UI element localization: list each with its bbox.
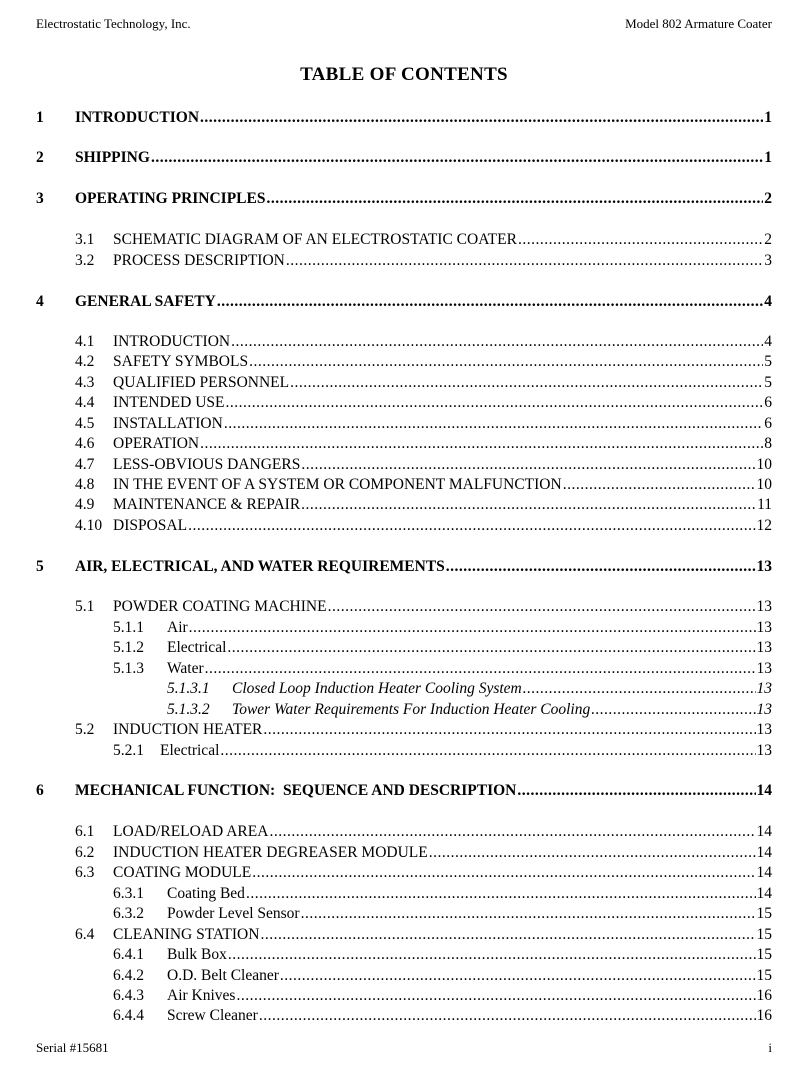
- toc-page: 14: [756, 844, 772, 861]
- toc-entry[interactable]: [0, 863, 808, 883]
- toc-entry[interactable]: [0, 455, 808, 475]
- toc-entry[interactable]: [0, 904, 808, 924]
- toc-entry[interactable]: [0, 393, 808, 413]
- toc-number: 3.2: [75, 252, 95, 269]
- toc-title: Closed Loop Induction Heater Cooling System: [232, 680, 522, 697]
- toc-title: Powder Level Sensor: [167, 905, 300, 922]
- toc-number: 3.1: [75, 231, 95, 248]
- toc-number: 6.4.3: [113, 987, 144, 1004]
- toc-number: 6.4: [75, 926, 95, 943]
- toc-number: 5: [36, 558, 44, 575]
- toc-page: 5: [764, 353, 772, 370]
- toc-number: 6.4.2: [113, 967, 144, 984]
- toc-entry[interactable]: [0, 597, 808, 617]
- toc-number: 5.2.1: [113, 742, 144, 759]
- toc-entry[interactable]: [0, 373, 808, 393]
- toc-page: 15: [756, 926, 772, 943]
- toc-title: SCHEMATIC DIAGRAM OF AN ELECTROSTATIC COATER: [113, 231, 517, 248]
- toc-entry[interactable]: [0, 720, 808, 740]
- toc-entry[interactable]: [0, 434, 808, 454]
- toc-title: CLEANING STATION: [113, 926, 260, 943]
- toc-number: 5.2: [75, 721, 95, 738]
- toc-entry[interactable]: [0, 618, 808, 638]
- toc-number: 6.1: [75, 823, 95, 840]
- toc-page: 3: [764, 252, 772, 269]
- toc-title: Water: [167, 660, 204, 677]
- toc-title: Air: [167, 619, 188, 636]
- toc-title: Bulk Box: [167, 946, 227, 963]
- toc-entry[interactable]: [0, 966, 808, 986]
- toc-title: GENERAL SAFETY: [75, 293, 216, 310]
- toc-entry[interactable]: [0, 884, 808, 904]
- toc-number: 4.1: [75, 333, 95, 350]
- toc-title: Electrical: [160, 742, 220, 759]
- toc-number: 5.1.1: [113, 619, 144, 636]
- toc-number: 6.2: [75, 844, 95, 861]
- toc-title: INSTALLATION: [113, 415, 223, 432]
- toc-entry[interactable]: [0, 189, 808, 209]
- toc-entry[interactable]: [0, 516, 808, 536]
- header-model: Model 802 Armature Coater: [625, 16, 772, 31]
- toc-entry[interactable]: [0, 700, 808, 720]
- toc-page: 1: [764, 109, 772, 126]
- toc-number: 4.9: [75, 496, 95, 513]
- toc-page: 5: [764, 374, 772, 391]
- toc-page: 13: [756, 598, 772, 615]
- toc-number: 4.5: [75, 415, 95, 432]
- toc-title: Coating Bed: [167, 885, 245, 902]
- toc-title: QUALIFIED PERSONNEL: [113, 374, 290, 391]
- toc-entry[interactable]: [0, 741, 808, 761]
- toc-entry[interactable]: [0, 230, 808, 250]
- toc-title: LOAD/RELOAD AREA: [113, 823, 269, 840]
- toc-page: 2: [764, 231, 772, 248]
- toc-page: 13: [756, 558, 772, 575]
- header-company: Electrostatic Technology, Inc.: [36, 16, 191, 31]
- toc-number: 6.4.1: [113, 946, 144, 963]
- toc-page: 13: [756, 742, 772, 759]
- toc-title: MAINTENANCE & REPAIR: [113, 496, 301, 513]
- toc-page: 13: [756, 680, 772, 697]
- toc-title: Air Knives: [167, 987, 236, 1004]
- toc-title: INTENDED USE: [113, 394, 225, 411]
- toc-page: 15: [756, 946, 772, 963]
- footer-page-number: i: [768, 1040, 772, 1055]
- toc-page: 14: [756, 864, 772, 881]
- footer-serial: Serial #15681: [36, 1040, 109, 1055]
- toc-entry[interactable]: [0, 925, 808, 945]
- toc-entry[interactable]: [0, 108, 808, 128]
- toc-title: INTRODUCTION: [75, 109, 200, 126]
- toc-title: O.D. Belt Cleaner: [167, 967, 279, 984]
- toc-entry[interactable]: [0, 1006, 808, 1026]
- toc-entry[interactable]: [0, 557, 808, 577]
- toc-page: 10: [756, 476, 772, 493]
- toc-number: 5.1.3: [113, 660, 144, 677]
- toc-page: 16: [756, 1007, 772, 1024]
- toc-entry[interactable]: [0, 945, 808, 965]
- toc-entry[interactable]: [0, 292, 808, 312]
- toc-number: 6: [36, 782, 44, 799]
- toc-title: PROCESS DESCRIPTION: [113, 252, 285, 269]
- toc-page: 15: [756, 905, 772, 922]
- toc-entry[interactable]: [0, 495, 808, 515]
- toc-number: 4.10: [75, 517, 103, 534]
- toc-entry[interactable]: [0, 781, 808, 801]
- toc-page: 13: [756, 619, 772, 636]
- toc-number: 4: [36, 293, 44, 310]
- toc-number: 4.3: [75, 374, 95, 391]
- toc-title: INTRODUCTION: [113, 333, 231, 350]
- toc-number: 4.7: [75, 456, 95, 473]
- toc-title: OPERATING PRINCIPLES: [75, 190, 266, 207]
- toc-page: 15: [756, 967, 772, 984]
- toc-title: Screw Cleaner: [167, 1007, 258, 1024]
- toc-number: 4.2: [75, 353, 95, 370]
- toc-number: 4.8: [75, 476, 95, 493]
- toc-title: COATING MODULE: [113, 864, 252, 881]
- toc-number: 5.1.3.2: [167, 701, 210, 718]
- toc-title: Tower Water Requirements For Induction Heater Cooling: [232, 701, 591, 718]
- toc-page: 6: [764, 415, 772, 432]
- toc-title: POWDER COATING MACHINE: [113, 598, 327, 615]
- toc-title: LESS-OBVIOUS DANGERS: [113, 456, 301, 473]
- toc-number: 6.3.2: [113, 905, 144, 922]
- toc-page: 1: [764, 149, 772, 166]
- toc-page: 14: [756, 782, 772, 799]
- toc-entry[interactable]: [0, 332, 808, 352]
- toc-title: OPERATION: [113, 435, 200, 452]
- toc-entry[interactable]: [0, 475, 808, 495]
- toc-page: 8: [764, 435, 772, 452]
- toc-number: 1: [36, 109, 44, 126]
- toc-title: SHIPPING: [75, 149, 150, 166]
- toc-entry[interactable]: [0, 986, 808, 1006]
- toc-page: 13: [756, 701, 772, 718]
- toc-page: 4: [764, 333, 772, 350]
- toc-entry[interactable]: [0, 822, 808, 842]
- toc-page: 14: [756, 823, 772, 840]
- toc-title: DISPOSAL: [113, 517, 188, 534]
- toc-title: IN THE EVENT OF A SYSTEM OR COMPONENT MALFUNCTION: [113, 476, 562, 493]
- toc-page: 16: [756, 987, 772, 1004]
- toc-page: 13: [756, 660, 772, 677]
- toc-number: 5.1.3.1: [167, 680, 210, 697]
- toc-page: 14: [756, 885, 772, 902]
- toc-title: Electrical: [167, 639, 227, 656]
- toc-title: SAFETY SYMBOLS: [113, 353, 249, 370]
- toc-page: 2: [764, 190, 772, 207]
- toc-number: 4.6: [75, 435, 95, 452]
- toc-title: AIR, ELECTRICAL, AND WATER REQUIREMENTS: [75, 558, 445, 575]
- toc-title: INDUCTION HEATER DEGREASER MODULE: [113, 844, 428, 861]
- toc-number: 2: [36, 149, 44, 166]
- toc-number: 6.4.4: [113, 1007, 144, 1024]
- toc-entry[interactable]: [0, 251, 808, 271]
- toc-page: 13: [756, 639, 772, 656]
- toc-number: 5.1.2: [113, 639, 144, 656]
- toc-entry[interactable]: [0, 148, 808, 168]
- toc-number: 3: [36, 190, 44, 207]
- toc-number: 5.1: [75, 598, 95, 615]
- toc-page: 4: [764, 293, 772, 310]
- toc-page: 6: [764, 394, 772, 411]
- toc-page: 10: [756, 456, 772, 473]
- toc-page: 13: [756, 721, 772, 738]
- page-title: TABLE OF CONTENTS: [300, 64, 508, 85]
- toc-number: 6.3.1: [113, 885, 144, 902]
- toc-number: 4.4: [75, 394, 95, 411]
- toc-page: 12: [756, 517, 772, 534]
- toc-entry[interactable]: [0, 679, 808, 699]
- toc-entry[interactable]: [0, 638, 808, 658]
- toc-page: 11: [757, 496, 772, 513]
- toc-title: MECHANICAL FUNCTION: SEQUENCE AND DESCRIPTION: [75, 782, 517, 799]
- toc-title: INDUCTION HEATER: [113, 721, 263, 738]
- toc-entry[interactable]: [0, 659, 808, 679]
- toc-entry[interactable]: [0, 843, 808, 863]
- toc-number: 6.3: [75, 864, 95, 881]
- toc-entry[interactable]: [0, 414, 808, 434]
- toc-entry[interactable]: [0, 352, 808, 372]
